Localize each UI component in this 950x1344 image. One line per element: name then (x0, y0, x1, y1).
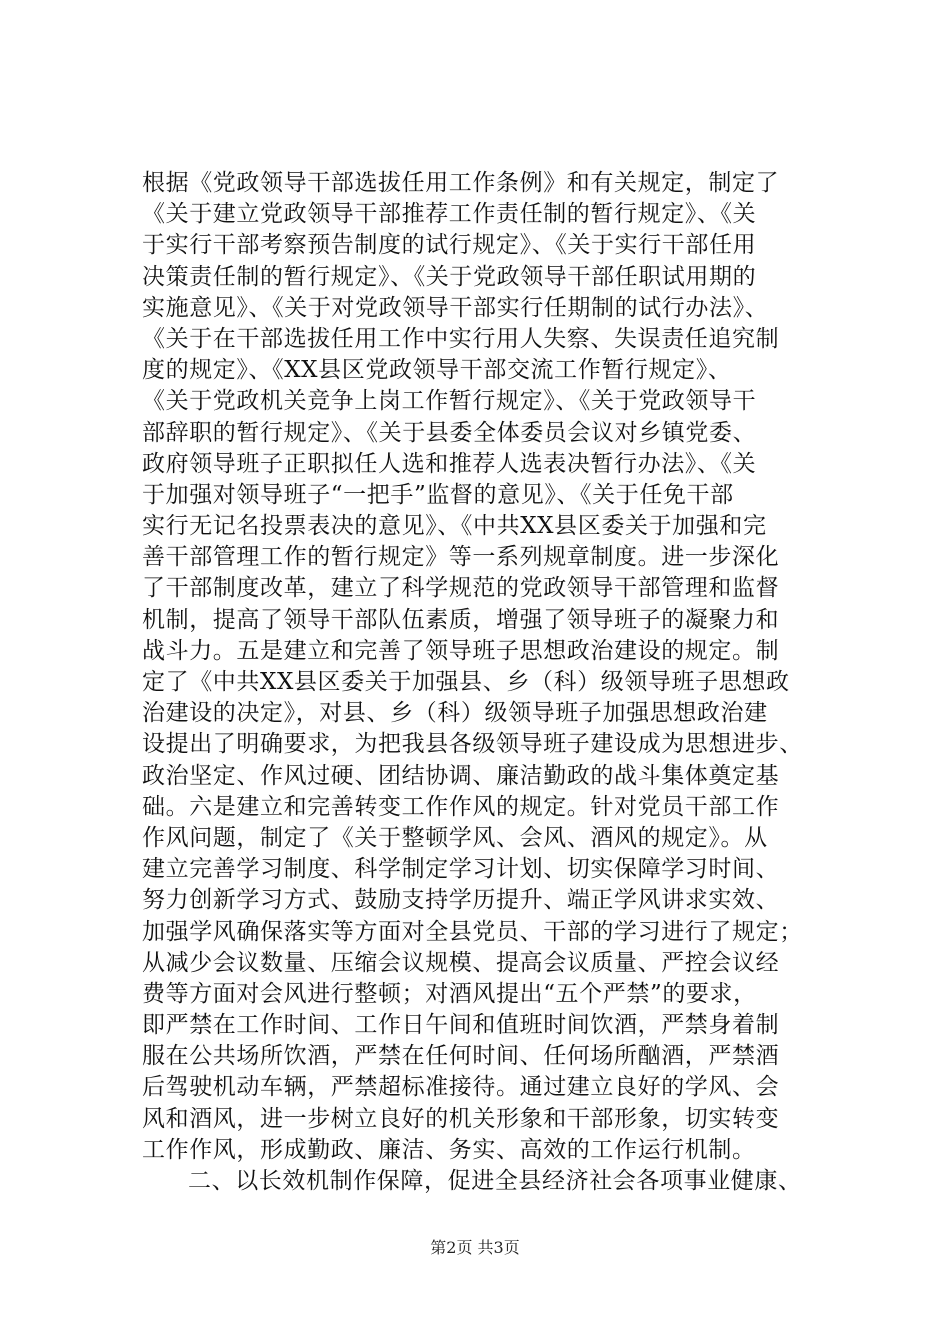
text-line: 决策责任制的暂行规定》、《关于党政领导干部任职试用期的 (142, 263, 757, 290)
text-line: 于加强对领导班子“一把手”监督的意见》、《关于任免干部 (142, 481, 734, 508)
text-line: 善干部管理工作的暂行规定》等一系列规章制度。进一步深化 (142, 544, 780, 571)
text-line: 政治坚定、作风过硬、团结协调、廉洁勤政的战斗集体奠定基 (142, 762, 780, 789)
text-line: 了干部制度改革，建立了科学规范的党政领导干部管理和监督 (142, 575, 780, 602)
text-line: 加强学风确保落实等方面对全县党员、干部的学习进行了规定； (142, 918, 803, 945)
text-line: 实施意见》、《关于对党政领导干部实行任期制的试行办法》、 (142, 294, 769, 321)
text-line: 部辞职的暂行规定》、《关于县委全体委员会议对乡镇党委、 (142, 419, 757, 446)
text-line: 《关于党政机关竞争上岗工作暂行规定》、《关于党政领导干 (142, 388, 757, 415)
text-line: 《关于建立党政领导干部推荐工作责任制的暂行规定》、《关 (142, 201, 757, 228)
text-line: 风和酒风，进一步树立良好的机关形象和干部形象，切实转变 (142, 1105, 780, 1132)
text-line: 础。六是建立和完善转变工作作风的规定。针对党员干部工作 (142, 793, 780, 820)
body-text (142, 168, 862, 1197)
text-line: 努力创新学习方式、鼓励支持学历提升、端正学风讲求实效、 (142, 887, 780, 914)
text-line: 治建设的决定》，对县、乡（科）级领导班子加强思想政治建 (142, 700, 768, 727)
text-line: 后驾驶机动车辆，严禁超标准接待。通过建立良好的学风、会 (142, 1074, 780, 1101)
text-line: 根据《党政领导干部选拔任用工作条例》和有关规定，制定了 (142, 170, 780, 196)
text-line: 建立完善学习制度、科学制定学习计划、切实保障学习时间、 (142, 856, 780, 883)
text-line: 从减少会议数量、压缩会议规模、提高会议质量、严控会议经 (142, 949, 780, 976)
text-line: 服在公共场所饮酒，严禁在任何时间、任何场所酗酒，严禁酒 (142, 1043, 780, 1070)
section-heading-line: 二、以长效机制作保障，促进全县经济社会各项事业健康、 (188, 1168, 802, 1194)
page-number-footer: 第2页 共3页 (430, 1238, 520, 1257)
text-line: 实行无记名投票表决的意见》、《中共XX县区委关于加强和完 (142, 513, 767, 540)
text-line: 于实行干部考察预告制度的试行规定》、《关于实行干部任用 (142, 232, 757, 259)
text-line: 定了《中共XX县区委关于加强县、乡（科）级领导班子思想政 (142, 669, 790, 695)
text-line: 即严禁在工作时间、工作日午间和值班时间饮酒，严禁身着制 (142, 1012, 780, 1039)
text-line: 费等方面对会风进行整顿；对酒风提出“五个严禁”的要求， (142, 980, 757, 1007)
text-line: 政府领导班子正职拟任人选和推荐人选表决暂行办法》、《关 (142, 450, 757, 477)
text-line: 度的规定》、《XX县区党政领导干部交流工作暂行规定》、 (142, 357, 732, 384)
text-line: 战斗力。五是建立和完善了领导班子思想政治建设的规定。制 (142, 637, 780, 664)
text-line: 设提出了明确要求，为把我县各级领导班子建设成为思想进步、 (142, 731, 803, 758)
text-line: 机制，提高了领导干部队伍素质，增强了领导班子的凝聚力和 (142, 606, 780, 633)
text-line: 作风问题，制定了《关于整顿学风、会风、酒风的规定》。从 (142, 824, 768, 851)
text-line: 《关于在干部选拔任用工作中实行用人失察、失误责任追究制 (142, 325, 780, 352)
text-line: 工作作风，形成勤政、廉洁、务实、高效的工作运行机制。 (142, 1136, 756, 1163)
